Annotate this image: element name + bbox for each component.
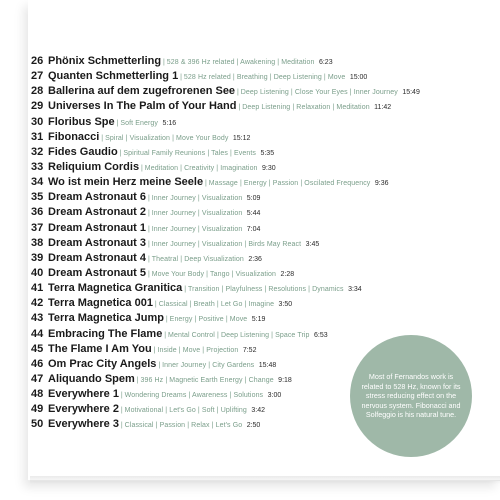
track-number: 32 (31, 145, 44, 158)
track-title: Terra Magnetica 001 (48, 297, 153, 310)
track-title: Dream Astronaut 6 (48, 191, 147, 204)
track-tags: Deep Listening | Close Your Eyes | Inner Journey (240, 89, 398, 97)
track-row (31, 234, 486, 249)
track-duration: 5:19 (251, 316, 266, 324)
track-number: 36 (31, 206, 44, 219)
track-title: Dream Astronaut 5 (48, 266, 147, 279)
track-title: Everywhere 2 (48, 403, 119, 416)
separator: | (235, 89, 241, 97)
track-duration: 2:36 (248, 255, 262, 263)
track-row (31, 113, 486, 128)
track-number: 39 (31, 251, 44, 264)
track-number: 34 (31, 176, 44, 189)
page-shadow (30, 476, 500, 484)
track-duration: 3:50 (278, 301, 293, 309)
track-title: Embracing The Flame (48, 327, 163, 340)
track-duration: 11:42 (374, 104, 392, 112)
separator: | (146, 255, 152, 263)
track-title: Floribus Spe (48, 115, 115, 128)
track-number: 30 (31, 115, 44, 128)
track-tags: 396 Hz | Magnetic Earth Energy | Change (140, 376, 274, 384)
track-tags: Inner Journey | City Gardens (162, 361, 255, 369)
separator: | (152, 301, 159, 309)
track-duration: 3:45 (305, 240, 320, 248)
separator: | (139, 164, 145, 172)
separator: | (99, 134, 106, 142)
track-tags: 528 Hz related | Breathing | Deep Listening | Move (183, 74, 346, 82)
track-title: Reliquium Cordis (48, 160, 140, 173)
track-title: Aliquando Spem (48, 372, 135, 385)
track-number: 47 (31, 372, 44, 385)
track-number: 41 (31, 282, 44, 295)
track-tags: Classical | Breath | Let Go | Imagine (158, 301, 275, 309)
track-duration: 9:36 (374, 180, 389, 188)
track-duration: 3:00 (267, 392, 282, 400)
track-row (31, 158, 486, 173)
track-tags: Inner Journey | Visualization (151, 225, 243, 233)
track-duration: 5:35 (260, 149, 275, 157)
track-duration: 5:09 (246, 195, 261, 203)
track-title: Dream Astronaut 3 (48, 236, 147, 249)
track-row (31, 188, 486, 203)
track-tags: Inside | Move | Projection (157, 346, 239, 354)
separator: | (146, 225, 152, 233)
track-tags: Inner Journey | Visualization | Birds May React (151, 240, 302, 248)
track-number: 38 (31, 236, 44, 249)
track-tags: Theatral | Deep Visualization (151, 255, 244, 263)
track-duration: 2:50 (246, 422, 261, 430)
track-row (31, 97, 486, 112)
track-title: Phönix Schmetterling (48, 55, 162, 67)
track-tags: 528 & 396 Hz related | Awakening | Meditation (166, 59, 315, 66)
track-row (31, 173, 486, 188)
track-tags: Massage | Energy | Passion | Oscilated Frequency (208, 180, 371, 188)
track-title: Terra Magnetica Granitica (48, 282, 183, 295)
track-duration: 7:04 (246, 225, 261, 233)
separator: | (146, 210, 152, 218)
track-row (31, 52, 486, 67)
track-row (31, 143, 486, 158)
track-number: 27 (31, 70, 44, 83)
track-duration: 6:53 (313, 331, 328, 339)
track-tags: Meditation | Creativity | Imagination (144, 164, 258, 172)
track-tags: Energy | Positive | Move (169, 316, 248, 324)
track-title: The Flame I Am You (48, 342, 152, 355)
track-tags: Transition | Playfulness | Resolutions | Dynamics (188, 286, 344, 294)
track-row (31, 279, 486, 294)
track-row (31, 82, 486, 97)
track-duration: 3:42 (251, 407, 266, 415)
separator: | (156, 361, 163, 369)
track-tags: Inner Journey | Visualization (151, 210, 243, 218)
track-number: 42 (31, 297, 44, 310)
track-duration: 9:18 (278, 376, 292, 384)
track-title: Everywhere 3 (48, 418, 119, 431)
separator: | (182, 286, 189, 294)
track-tags: Motivational | Let's Go | Soft | Uplifting (124, 407, 247, 415)
separator: | (114, 119, 121, 127)
info-circle-text: Most of Fernandos work is related to 528 Hz, known for its stress reducing effect on the nervous system. Fibonacci and Solfeggio is his natural tune. (361, 372, 461, 420)
separator: | (118, 392, 125, 400)
info-circle (350, 335, 472, 457)
track-row (31, 67, 486, 82)
track-tags: Spiral | Visualization | Move Your Body (105, 134, 229, 142)
track-title: Fides Gaudio (48, 145, 118, 158)
separator: | (146, 195, 152, 203)
track-row (31, 249, 486, 264)
track-duration: 9:30 (262, 164, 276, 172)
track-number: 35 (31, 191, 44, 204)
track-number: 49 (31, 403, 44, 416)
track-number: 37 (31, 221, 44, 234)
track-row (31, 128, 486, 143)
track-duration: 15:12 (232, 134, 251, 142)
track-row (31, 264, 486, 279)
track-title: Dream Astronaut 4 (48, 251, 147, 264)
separator: | (146, 270, 152, 278)
track-title: Wo ist mein Herz meine Seele (48, 176, 204, 189)
track-duration: 5:44 (246, 210, 261, 218)
track-tags: Wondering Dreams | Awareness | Solutions (124, 392, 264, 400)
track-tags: Spiritual Family Reunions | Tales | Events (123, 149, 257, 157)
separator: | (178, 74, 184, 82)
separator: | (118, 407, 125, 415)
track-title: Universes In The Palm of Your Hand (48, 100, 237, 113)
track-title: Everywhere 1 (48, 388, 119, 401)
separator: | (117, 149, 124, 157)
track-tags: Deep Listening | Relaxation | Meditation (242, 104, 370, 112)
track-title: Quanten Schmetterling 1 (48, 70, 179, 83)
track-duration: 6:23 (318, 59, 333, 66)
separator: | (163, 316, 170, 324)
separator: | (134, 376, 141, 384)
separator: | (118, 422, 125, 430)
track-duration: 2:28 (280, 270, 295, 278)
track-number: 26 (31, 55, 44, 67)
track-title: Terra Magnetica Jump (48, 312, 164, 325)
track-number: 50 (31, 418, 44, 431)
track-number: 43 (31, 312, 44, 325)
track-title: Fibonacci (48, 130, 100, 143)
track-title: Om Prac City Angels (48, 357, 157, 370)
track-duration: 15:48 (258, 361, 277, 369)
separator: | (162, 331, 169, 339)
track-tags: Soft Energy (120, 119, 159, 127)
track-tags: Mental Control | Deep Listening | Space Trip (168, 331, 310, 339)
track-number: 28 (31, 85, 44, 98)
track-duration: 15:49 (402, 89, 420, 97)
track-row (31, 309, 486, 324)
track-duration: 5:16 (162, 119, 177, 127)
track-duration: 3:34 (348, 286, 362, 294)
track-tags: Classical | Passion | Relax | Let's Go (124, 422, 243, 430)
track-title: Ballerina auf dem zugefrorenen See (48, 85, 236, 98)
track-row (31, 219, 486, 234)
track-tags: Move Your Body | Tango | Visualization (151, 270, 277, 278)
separator: | (146, 240, 152, 248)
track-number: 40 (31, 266, 44, 279)
track-row (31, 294, 486, 309)
track-title: Dream Astronaut 2 (48, 206, 147, 219)
track-number: 33 (31, 160, 44, 173)
track-row (31, 203, 486, 218)
track-number: 48 (31, 388, 44, 401)
track-title: Dream Astronaut 1 (48, 221, 147, 234)
separator: | (161, 59, 167, 66)
track-number: 44 (31, 327, 44, 340)
separator: | (151, 346, 158, 354)
track-number: 46 (31, 357, 44, 370)
track-duration: 15:00 (349, 74, 368, 82)
track-number: 45 (31, 342, 44, 355)
track-number: 31 (31, 130, 44, 143)
separator: | (203, 180, 209, 188)
track-tags: Inner Journey | Visualization (151, 195, 243, 203)
track-number: 29 (31, 100, 44, 113)
separator: | (236, 104, 243, 112)
track-duration: 7:52 (242, 346, 257, 354)
